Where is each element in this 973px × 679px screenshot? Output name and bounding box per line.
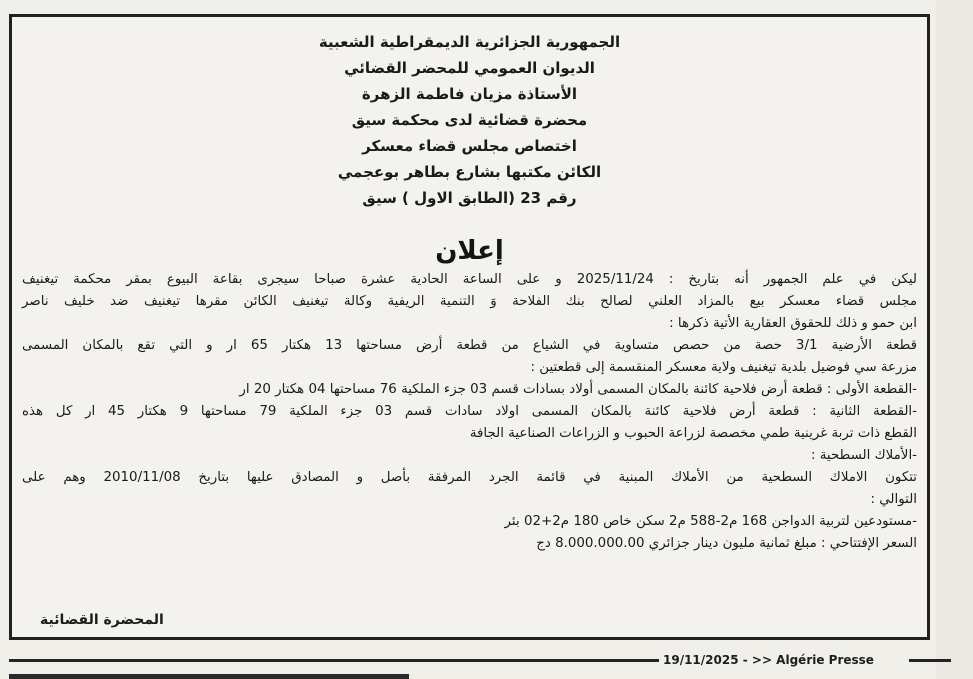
body-line: تتكون الاملاك السطحية من الأملاك المبنية في قائمة الجرد المرفقة بأصل و المصادق عليها بتاريخ 2010/11/08 وهم على <box>22 470 917 485</box>
page-footer <box>9 650 969 670</box>
notice-body <box>22 269 917 555</box>
body-line: مزرعة سي فوضيل بلدية تيغنيف ولاية معسكر المنقسمة إلى قطعتين : <box>530 360 917 375</box>
body-line: مجلس قضاء معسكر بيع بالمزاد العلني لصالح بنك الفلاحة وَ التنمية الريفية وكالة تيغنيف الكائن مقرها تيغنيف ضد خليف ناصر <box>22 294 917 309</box>
body-line: -الأملاك السطحية : <box>810 448 917 463</box>
header-line-number: رقم 23 (الطابق الاول ) سيق <box>362 189 577 207</box>
footer-rule <box>9 659 659 662</box>
signature-block <box>12 608 927 632</box>
notice-header <box>12 29 927 211</box>
legal-notice-box <box>9 14 930 640</box>
header-line-office: الديوان العمومي للمحضر القضائي <box>344 59 595 77</box>
body-line: -مستودعين لتربية الدواجن 168 م2-588 م2 سكن خاص 180 م2+02 بئر <box>504 514 917 529</box>
notice-title: إعلان <box>435 236 504 266</box>
header-line-address: الكائن مكتبها بشارع بطاهر بوعجمي <box>337 163 602 181</box>
page-margin <box>936 0 973 679</box>
body-line: -القطعة الأولى : قطعة أرض فلاحية كائنة بالمكان المسمى أولاد بسادات قسم 03 جزء الملكية 76 مساحتها 04 هكتار 20 ار <box>239 382 917 397</box>
body-line: -القطعة الثانية : قطعة أرض فلاحية كائنة بالمكان المسمى اولاد سادات قسم 03 جزء الملكية 79 مساحتها 9 هكتار 45 ار كل هذه <box>22 404 917 419</box>
header-line-republic: الجمهورية الجزائرية الديمقراطية الشعبية <box>318 33 621 51</box>
header-line-jurisdiction: اختصاص مجلس قضاء معسكر <box>362 137 577 155</box>
body-line: السعر الإفتتاحي : مبلغ ثمانية مليون دينار جزائري 8.000.000.00 دج <box>536 536 917 551</box>
header-line-court: محضرة قضائية لدى محكمة سيق <box>351 111 588 129</box>
body-line: القطع ذات تربة غرينية طمي مخصصة لزراعة الحبوب و الزراعات الصناعية الجافة <box>469 426 917 441</box>
signature-text: المحضرة القضائية <box>40 612 164 628</box>
bottom-rule <box>9 674 409 679</box>
body-line: التوالي : <box>870 492 917 507</box>
body-line: ليكن في علم الجمهور أنه بتاريخ : 2025/11/24 و على الساعة الحادية عشرة صباحا سيجرى بقاعة البيوع بمقر محكمة تيغنيف <box>22 272 918 287</box>
body-line: قطعة الأرضية 3/1 حصة من حصص متساوية في الشياع من قطعة أرض مساحتها 13 هكتار 65 ار و التي تقع بالمكان المسمى <box>22 338 918 353</box>
header-line-name: الأستاذة مزيان فاطمة الزهرة <box>361 85 578 103</box>
footer-date-source: 19/11/2025 - >> Algérie Presse <box>663 653 874 667</box>
body-line: ابن حمو و ذلك للحقوق العقارية الأتية ذكرها : <box>669 316 917 331</box>
footer-rule <box>909 659 951 662</box>
